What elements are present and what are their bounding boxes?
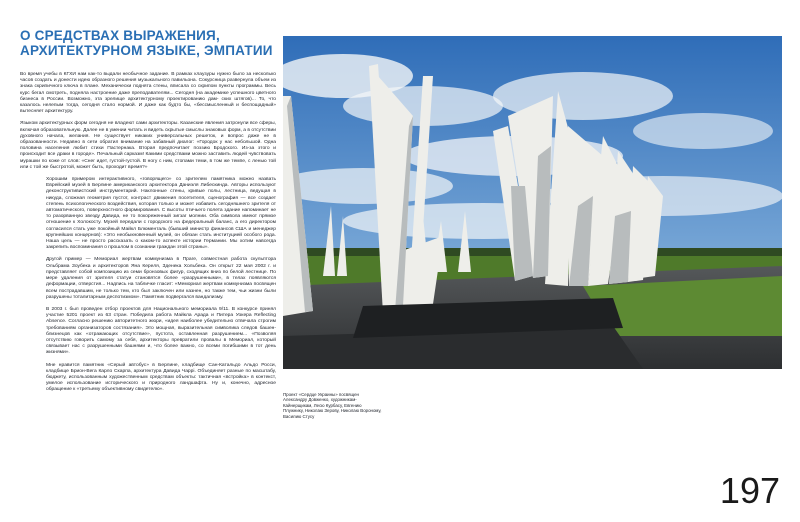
paragraph-3: Хорошим примером интерактивного, «говорящего» со зрителем памятника можно назвать Еврейский музей в Берлине американского архитектора Даниэля Либескинда. Авторы используют деконструктивистский инструментарий. Наклонные стены, кривые полы, лестница, ведущая в никуда, сложная геометрия пустот, контраст движения посетителя, сценография — все создает степень психологического воздействия, которая только и может избавить сегодняшнего зрителя от автоматического, поверхностного формирования. С высоты птичьего полета здание напоминает не то разорванную звезду Давида, не то покореженный зигзаг молнии. Оба символа имеют прямое отношение к Холокосту. Музей передали с городского на федеральный баланс, а его директором согласился стать уже покойный Майкл Блюменталь (бывший министр финансов США и менеджер крупнейших концернов): «Это необыкновенный музей, он обязан стать институцией особого рода. Наша цель — не просто рассказать о каком-то аспекте истории Германии. Мы хотим навсегда закрепить воспоминания о прошлом в сознании граждан этой страны». — [46, 177, 276, 251]
paragraph-5: В 2003 г. был проведен отбор проектов для Национального мемориала 9/11. В конкурсе принял участие 5201 проект из 63 стран. Победила работа Майкла Арада и Питера Уокера Reflecting Absence. Согласно решению авторитетного жюри, «идея наиболее убедительно отвечала строгим требованиям организаторов состязания». Это мощная, выразительная символика следов башен-близнецов как «отражающих отсутствие», пустота, оставленная разрушением... «Позволяя отсутствию говорить самому за себя, архитекторы превратили провалы в Мемориал, который связывает нас с разрушенными башнями и, что более важно, со всеми погибшими в тот день жизнями». — [46, 306, 276, 356]
section-heading — [20, 28, 276, 58]
page-number: 197 — [719, 470, 780, 511]
monument-photo-illustration — [283, 36, 782, 369]
photo-caption: Проект «Сердце Украины» посвящен Александру Довженко, художникам-Кайнерщикам, Лесю Курбасу, Евгению Плужнику, Николаю Зерову, Николаю Вороному, Василию Стусу — [283, 392, 382, 419]
paragraph-6: Мне нравится памятник «Серый автобус» в Берлине, кладбище Сан-Катальдо Альдо Росси, кладбище Брион-Вега Карло Скарпа, архитектура Давида Чаррi. Объединяет разные по масштабу, бюджету, использованным художественным средствам объекты: тактичная «встройка» в контекст, умелое использование исторического и природного ландшафта. Ну и, конечно, адресное обращение к «третьему объективному свидетелю». — [46, 362, 276, 393]
heading-line-1: О СРЕДСТВАХ ВЫРАЖЕНИЯ, — [20, 28, 220, 43]
paragraph-1: Во время учебы в КГХИ нам как-то выдали необычное задание. В рамках клаузуры нужно было за несколько часов создать и донести идею образного решения музыкального павильона. Сокурсница развернула объем из знака скрипичного ключа в плане. Механически поднята стены, вписала со скрипом пункты программы. Весь курс бегал смотреть, подняла настроение даже преподавателям... Сегодня (на академике успешного цветного бизнеса в России. Возможно, эта зрелище архитектурному проектированию дам- ских штягов)... То, что казалось нелепым тогда, сегодня стало нормой. И даже как будто бы, «бессмысленный и беспощадный» вытесняет архитектуру. — [20, 72, 276, 115]
paragraph-2: Языком архитектурных форм сегодня не владеют сами архитекторы. Казанские явления затронули все сферы, включая образовательную. Далее не в умении читать и видеть скрытые смыслы знаковых форм, а в отсутствии духовного начала, желания. Не существует никаких универсальных решеток, и вопрос даже не в образованности. Недавно в сети обратил внимание на забавный диалог: «Городок у нас небольшой. Одна половина населения любит стихи Пастернака. Вторая предпочитает поэзию Бродского. Из-за этого и происходит все драки в городе». Печальный сарказм! Какими средствами можно заставить людей чувствовать мурашки по коже от слов: «Снег идет, густой-густой. В ногу с ним, стопами теми, в том же темпе, с ленью той или с той же быстротой, может быть, проходит время?» — [20, 121, 276, 170]
text-column — [20, 28, 276, 400]
monument-photo — [283, 36, 782, 369]
paragraph-4: Другой пример — Мемориал жертвам коммунизма в Праге, совместная работа скульптора Ольбрама Зоубека и архитекторов Яна Кереля, Зденека Хольбека. Он открыт 22 мая 2002 г. и представляет собой композицию из семи бронзовых фигур, сходящих вниз по белой лестнице. По мере удаления от зрителя статуи становятся более «разрушенными», в телах появляются деформации, отверстия... Надпись на табличке гласит: «Мемориал жертвам коммунизма посвящен всем пострадавшим, не только тем, кто был заключен или казнен, но также тем, чьи жизни были разрушены тоталитарным деспотизмом». Памятник подвергался вандализму. — [46, 257, 276, 300]
heading-line-2: АРХИТЕКТУРНОМ ЯЗЫКЕ, ЭМПАТИИ — [20, 43, 273, 58]
